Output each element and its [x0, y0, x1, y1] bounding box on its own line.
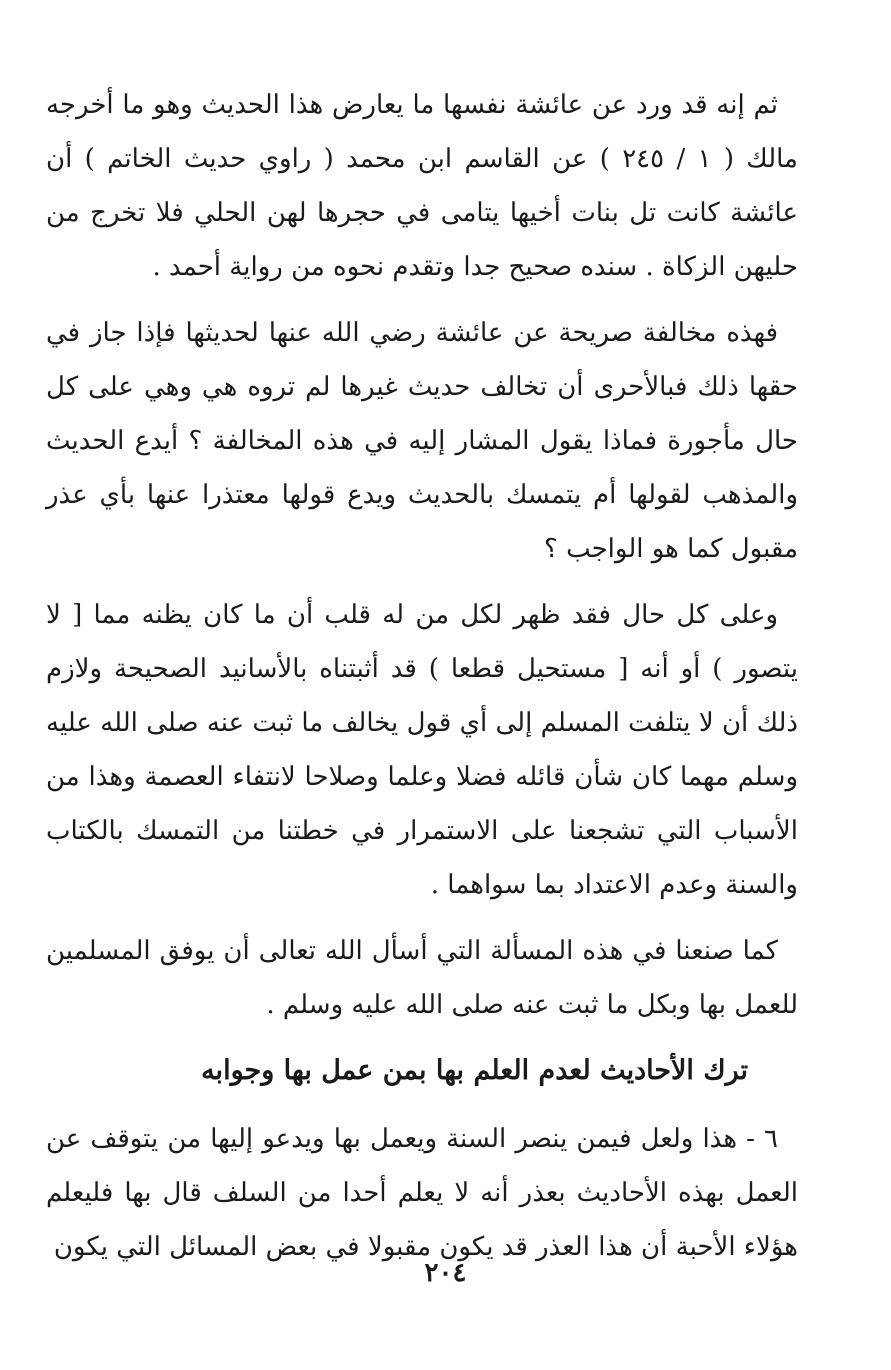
paragraph-aisha-narration: ثم إنه قد ورد عن عائشة نفسها ما يعارض هذا الحديث وهو ما أخرجه مالك ( ١ / ٢٤٥ ) عن القاسم ابن محمد ( راوي حديث الخاتم ) أن عائشة كانت تل بنات أخيها يتامى في حجرها لهن الحلي فلا تخرج من حليهن الزكاة . سنده صحيح جدا وتقدم نحوه من رواية أحمد . [46, 90, 798, 282]
page-body [46, 78, 798, 1286]
section-heading: ترك الأحاديث لعدم العلم بها بمن عمل بها وجوابه [201, 1055, 748, 1086]
paragraph-supplication: كما صنعنا في هذه المسألة التي أسأل الله تعالى أن يوفق المسلمين للعمل بها وبكل ما ثبت عنه صلى الله عليه وسلم . [46, 936, 798, 1020]
paragraph-contradiction: فهذه مخالفة صريحة عن عائشة رضي الله عنها لحديثها فإذا جاز في حقها ذلك فبالأحرى أن تخالف حديث غيرها لم تروه هي وهي على كل حال مأجورة فماذا يقول المشار إليه في هذه المخالفة ؟ أيدع الحديث والمذهب لقولها أم يتمسك بالحديث ويدع قولها معتذرا عنها بأي عذر مقبول كما هو الواجب ؟ [46, 318, 798, 564]
paragraph-conclusion: وعلى كل حال فقد ظهر لكل من له قلب أن ما كان يظنه مما [ لا يتصور ) أو أنه [ مستحيل قطعا ) قد أثبتناه بالأسانيد الصحيحة ولازم ذلك أن لا يتلفت المسلم إلى أي قول يخالف ما ثبت عنه صلى الله عليه وسلم مهما كان شأن قائله فضلا وعلما وصلاحا لانتفاء العصمة وهذا من الأسباب التي تشجعنا على الاستمرار في خطتنا من التمسك بالكتاب والسنة وعدم الاعتداد بما سواهما . [46, 600, 798, 900]
paragraph-point-six: ٦ - هذا ولعل فيمن ينصر السنة ويعمل بها ويدعو إليها من يتوقف عن العمل بهذه الأحاديث بعذر أنه لا يعلم أحدا من السلف قال بها فليعلم هؤلاء الأحبة أن هذا العذر قد يكون مقبولا في بعض المسائل التي يكون [46, 1124, 798, 1262]
page-number: ٢٠٤ [424, 1258, 467, 1288]
